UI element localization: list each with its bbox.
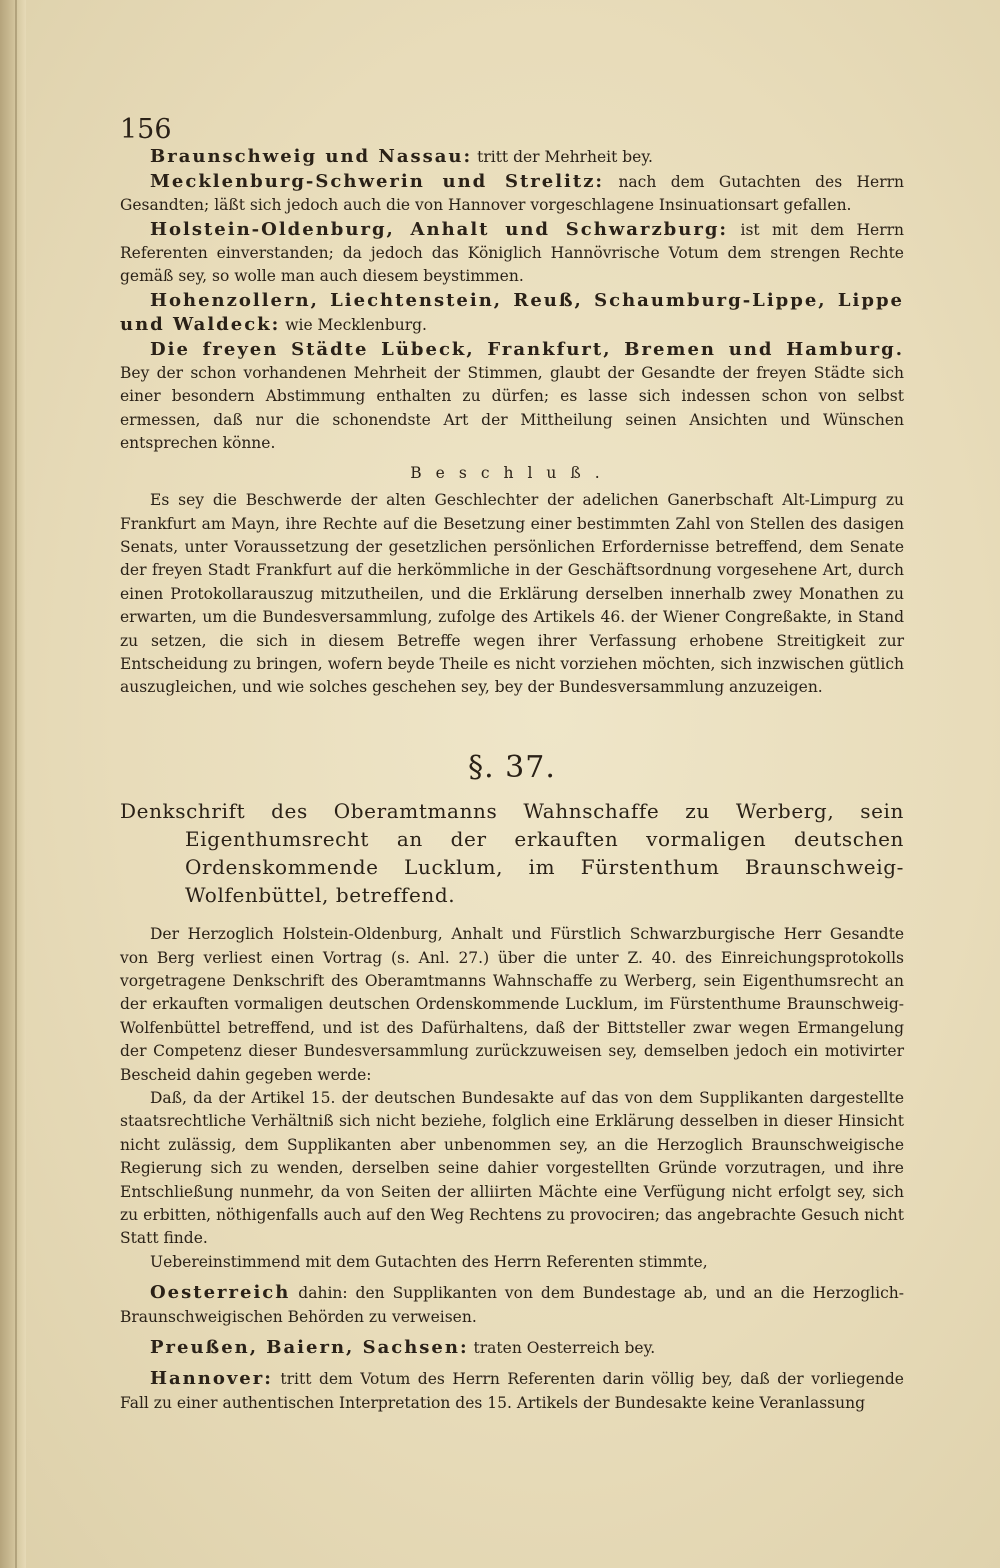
page-gutter [0,0,26,1568]
vote-text: ist mit dem Herrn Referenten einverstanden; da jedoch das Königlich Hannövrische Votum dem strengen Rechte gemäß sey, so wolle man auch diesem beystimmen. [120,220,905,286]
vote-oesterreich [120,1281,904,1329]
vote-state: Oesterreich [150,1282,291,1304]
vote-state: Hannover: [150,1368,273,1390]
body-paragraph: Daß, da der Artikel 15. der deutschen Bundesakte auf das von dem Supplikanten dargestellte staatsrechtliche Verhältniß sich nicht beziehe, folglich eine Erklärung desselben in dieser Hinsicht nicht zulässig, dem Supplikanten aber unbenommen sey, an die Herzoglich Braunschweigische Regierung sich zu wenden, derselben seine dahier vorgestellten Gründe vorzutragen, und ihre Entschließung nunmehr, da von Seiten der alliirten Mächte eine Verfügung nicht erfolgt sey, sich zu erbitten, nöthigenfalls auch auf den Weg Rechtens zu provociren; das angebrachte Gesuch nicht Statt finde. [120,1089,904,1248]
section-number: §. 37. [468,749,556,785]
vote-state: Die freyen Städte Lübeck, Frankfurt, Bremen und Hamburg. [150,338,904,360]
vote-text: Bey der schon vorhandenen Mehrheit der Stimmen, glaubt der Gesandte der freyen Städte sich einer besondern Abstimmung enthalten zu dürfen; es lasse sich indessen schon von selbst ermessen, daß nur die schonendste Art der Mittheilung seinen Ansichten und Wünschen entsprechen könne. [120,364,904,453]
vote-text: tritt der Mehrheit bey. [477,148,653,167]
vote-state: Holstein-Oldenburg, Anhalt und Schwarzburg: [150,218,729,240]
page-text [120,114,905,1415]
beschluss-text: Es sey die Beschwerde der alten Geschlechter der adelichen Ganerbschaft Alt-Limpurg zu Frankfurt am Mayn, ihre Rechte auf die Besetzung einer bestimmten Zahl von Stellen des dasigen Senats, unter Voraussetzung der gesetzlichen persönlichen Erfordernisse betreffend, dem Senate der freyen Stadt Frankfurt auf die herkömmliche in der Geschäftsordnung vorgesehene Art, durch einen Protokollarauszug mitzutheilen, und die Erklärung derselben innerhalb zwey Monathen zu erwarten, um die Bundesversammlung, zufolge des Artikels 46. der Wiener Congreßakte, in Stand zu setzen, die sich in diesem Betreffe wegen ihrer Verfassung erhobene Streitigkeit zur Entscheidung zu bringen, wofern beyde Theile es nicht vorziehen möchten, sich inzwischen gütlich auszugleichen, und wie solches geschehen sey, bey der Bundesversammlung anzuzeigen. [120,491,904,697]
vote-hohenzollern [120,289,904,338]
vote-preussen [120,1336,904,1360]
vote-braunschweig [120,145,904,169]
vote-state: Mecklenburg-Schwerin und Strelitz: [150,170,605,192]
vote-holstein [120,218,904,289]
page-number: 156 [120,114,172,145]
vote-text: wie Mecklenburg. [285,316,427,335]
body-paragraph: Der Herzoglich Holstein-Oldenburg, Anhalt und Fürstlich Schwarzburgische Herr Gesandte von Berg verliest einen Vortrag (s. Anl. 27.) über die unter Z. 40. des Einreichungsprotokolls vorgetragene Denkschrift des Oberamtmanns Wahnschaffe zu Werberg, sein Eigenthumsrecht an der erkauften vormaligen deutschen Ordenskommende Lucklum, im Fürstenthume Braunschweig-Wolfenbüttel betreffend, und ist des Dafürhaltens, daß der Bittsteller zwar wegen Ermangelung der Competenz dieser Bundesversammlung zurückzuweisen sey, demselben jedoch ein motivirter Bescheid dahin gegeben werde: [120,925,904,1084]
vote-text: traten Oesterreich bey. [473,1339,656,1358]
vote-mecklenburg [120,170,904,218]
body-paragraph: Uebereinstimmend mit dem Gutachten des Herrn Referenten stimmte, [150,1252,708,1271]
vote-freie-staedte [120,338,904,456]
vote-state: Braunschweig und Nassau: [150,146,473,168]
vote-hannover [120,1367,904,1415]
vote-text: dahin: den Supplikanten von dem Bundestage ab, und an die Herzoglich-Braunschweigischen Behörden zu verweisen. [120,1284,904,1326]
section-title: Denkschrift des Oberamtmanns Wahnschaffe zu Werberg, sein Eigenthumsrecht an der erkauften vormaligen deutschen Ordenskommende Lucklum, im Fürstenthum Braunschweig-Wolfenbüttel, betreffend. [120,799,904,908]
vote-text: nach dem Gutachten des Herrn Gesandten; läßt sich jedoch auch die von Hannover vorgeschlagene Insinuationsart gefallen. [120,172,905,215]
vote-state: Hohenzollern, Liechtenstein, Reuß, Schaumburg-Lippe, Lippe und Waldeck: [120,289,904,336]
gutter-edge [15,0,17,1568]
vote-text: tritt dem Votum des Herrn Referenten darin völlig bey, daß der vorliegende Fall zu einer authentischen Interpretation des 15. Artikels der Bundesakte keine Veranlassung [120,1370,904,1412]
vote-state: Preußen, Baiern, Sachsen: [150,1337,469,1359]
beschluss-heading: Beschluß. [410,463,614,482]
